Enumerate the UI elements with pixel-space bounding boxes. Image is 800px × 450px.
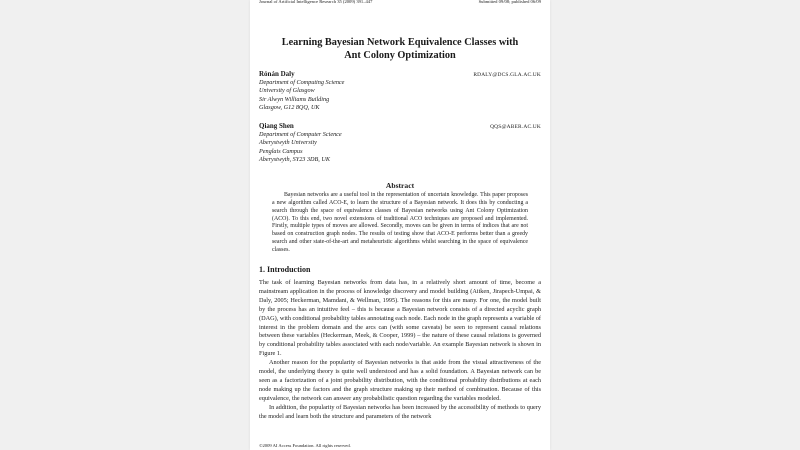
author-affiliation: Aberystwyth, SY23 3DB, UK: [259, 156, 330, 164]
author-email: RDALY@DCS.GLA.AC.UK: [473, 72, 541, 78]
paper-page: [250, 0, 550, 450]
author-name: Rónán Daly: [259, 70, 295, 78]
copyright-footer: ©2009 AI Access Foundation. All rights reserved.: [259, 443, 351, 448]
author-affiliation: Glasgow, G12 8QQ, UK: [259, 104, 320, 112]
abstract-text: Bayesian networks are a useful tool in the representation of uncertain knowledge. This paper proposes a new algorithm called ACO-E, to learn the structure of a Bayesian network. It does this by conducting a search through the space of equivalence classes of Bayesian networks using Ant Colony Optimization (ACO). To this end, two novel extensions of traditional ACO techniques are proposed and implemented. Firstly, multiple types of moves are allowed. Secondly, moves can be given in terms of indices that are not based on construction graph nodes. The results of testing show that ACO-E performs better than a greedy search and other state-of-the-art and metaheuristic algorithms whilst searching in the space of equivalence classes.: [272, 192, 528, 253]
author-affiliation: Department of Computing Science: [259, 78, 345, 86]
author-email: QQS@ABER.AC.UK: [490, 124, 541, 130]
author-block: [259, 70, 541, 113]
submission-dates: Submitted 09/08; published 06/09: [478, 0, 541, 4]
author-affiliation: University of Glasgow: [259, 87, 315, 95]
paragraph: The task of learning Bayesian networks from data has, in a relatively short amount of time, become a mainstream application in the process of knowledge discovery and model building (Aitken, Jirapech-Umpai, & Daly, 2005; Heckerman, Mamdani, & Wellman, 1995). The reasons for this are many. For one, the model built by the process has an intuitive feel – this is because a Bayesian network consists of a directed acyclic graph (DAG), with conditional probability tables annotating each node. Each node in the graph represents a variable of interest in the problem domain and the arcs can (with some caveats) be seen to represent causal relations between these variables (Heckerman, Meek, & Cooper, 1999) – the nature of these causal relations is governed by conditional probability tables associated with each node/variable. An example Bayesian network is shown in Figure 1.: [259, 279, 541, 358]
author-affiliation: Sir Alwyn Williams Building: [259, 95, 330, 103]
abstract-heading: Abstract: [385, 181, 415, 190]
author-affiliation: Aberystwyth University: [259, 139, 317, 147]
body-text: [259, 279, 541, 422]
paper-title: Learning Bayesian Network Equivalence Classes with Ant Colony Optimization: [281, 37, 519, 61]
author-affiliation: Department of Computer Science: [259, 130, 342, 138]
paragraph: In addition, the popularity of Bayesian networks has been increased by the accessibility of methods to query the model and learn both the structure and parameters of the network: [259, 403, 541, 420]
paragraph: Another reason for the popularity of Bayesian networks is that aside from the visual attractiveness of the model, the underlying theory is quite well understood and has a solid foundation. A Bayesian network can be seen as a factorization of a joint probability distribution, with the conditional probability distributions at each node making up the factors and the graph structure making up their method of combination. Because of this equivalence, the network can answer any probabilistic question regarding the variables modeled.: [259, 359, 541, 402]
section-heading: 1. Introduction: [259, 265, 311, 274]
journal-citation: Journal of Artificial Intelligence Research 35 (2009) 391–447: [259, 0, 373, 4]
author-block: [259, 122, 541, 165]
author-affiliation: Penglais Campus: [259, 147, 303, 155]
author-name: Qiang Shen: [259, 122, 294, 130]
